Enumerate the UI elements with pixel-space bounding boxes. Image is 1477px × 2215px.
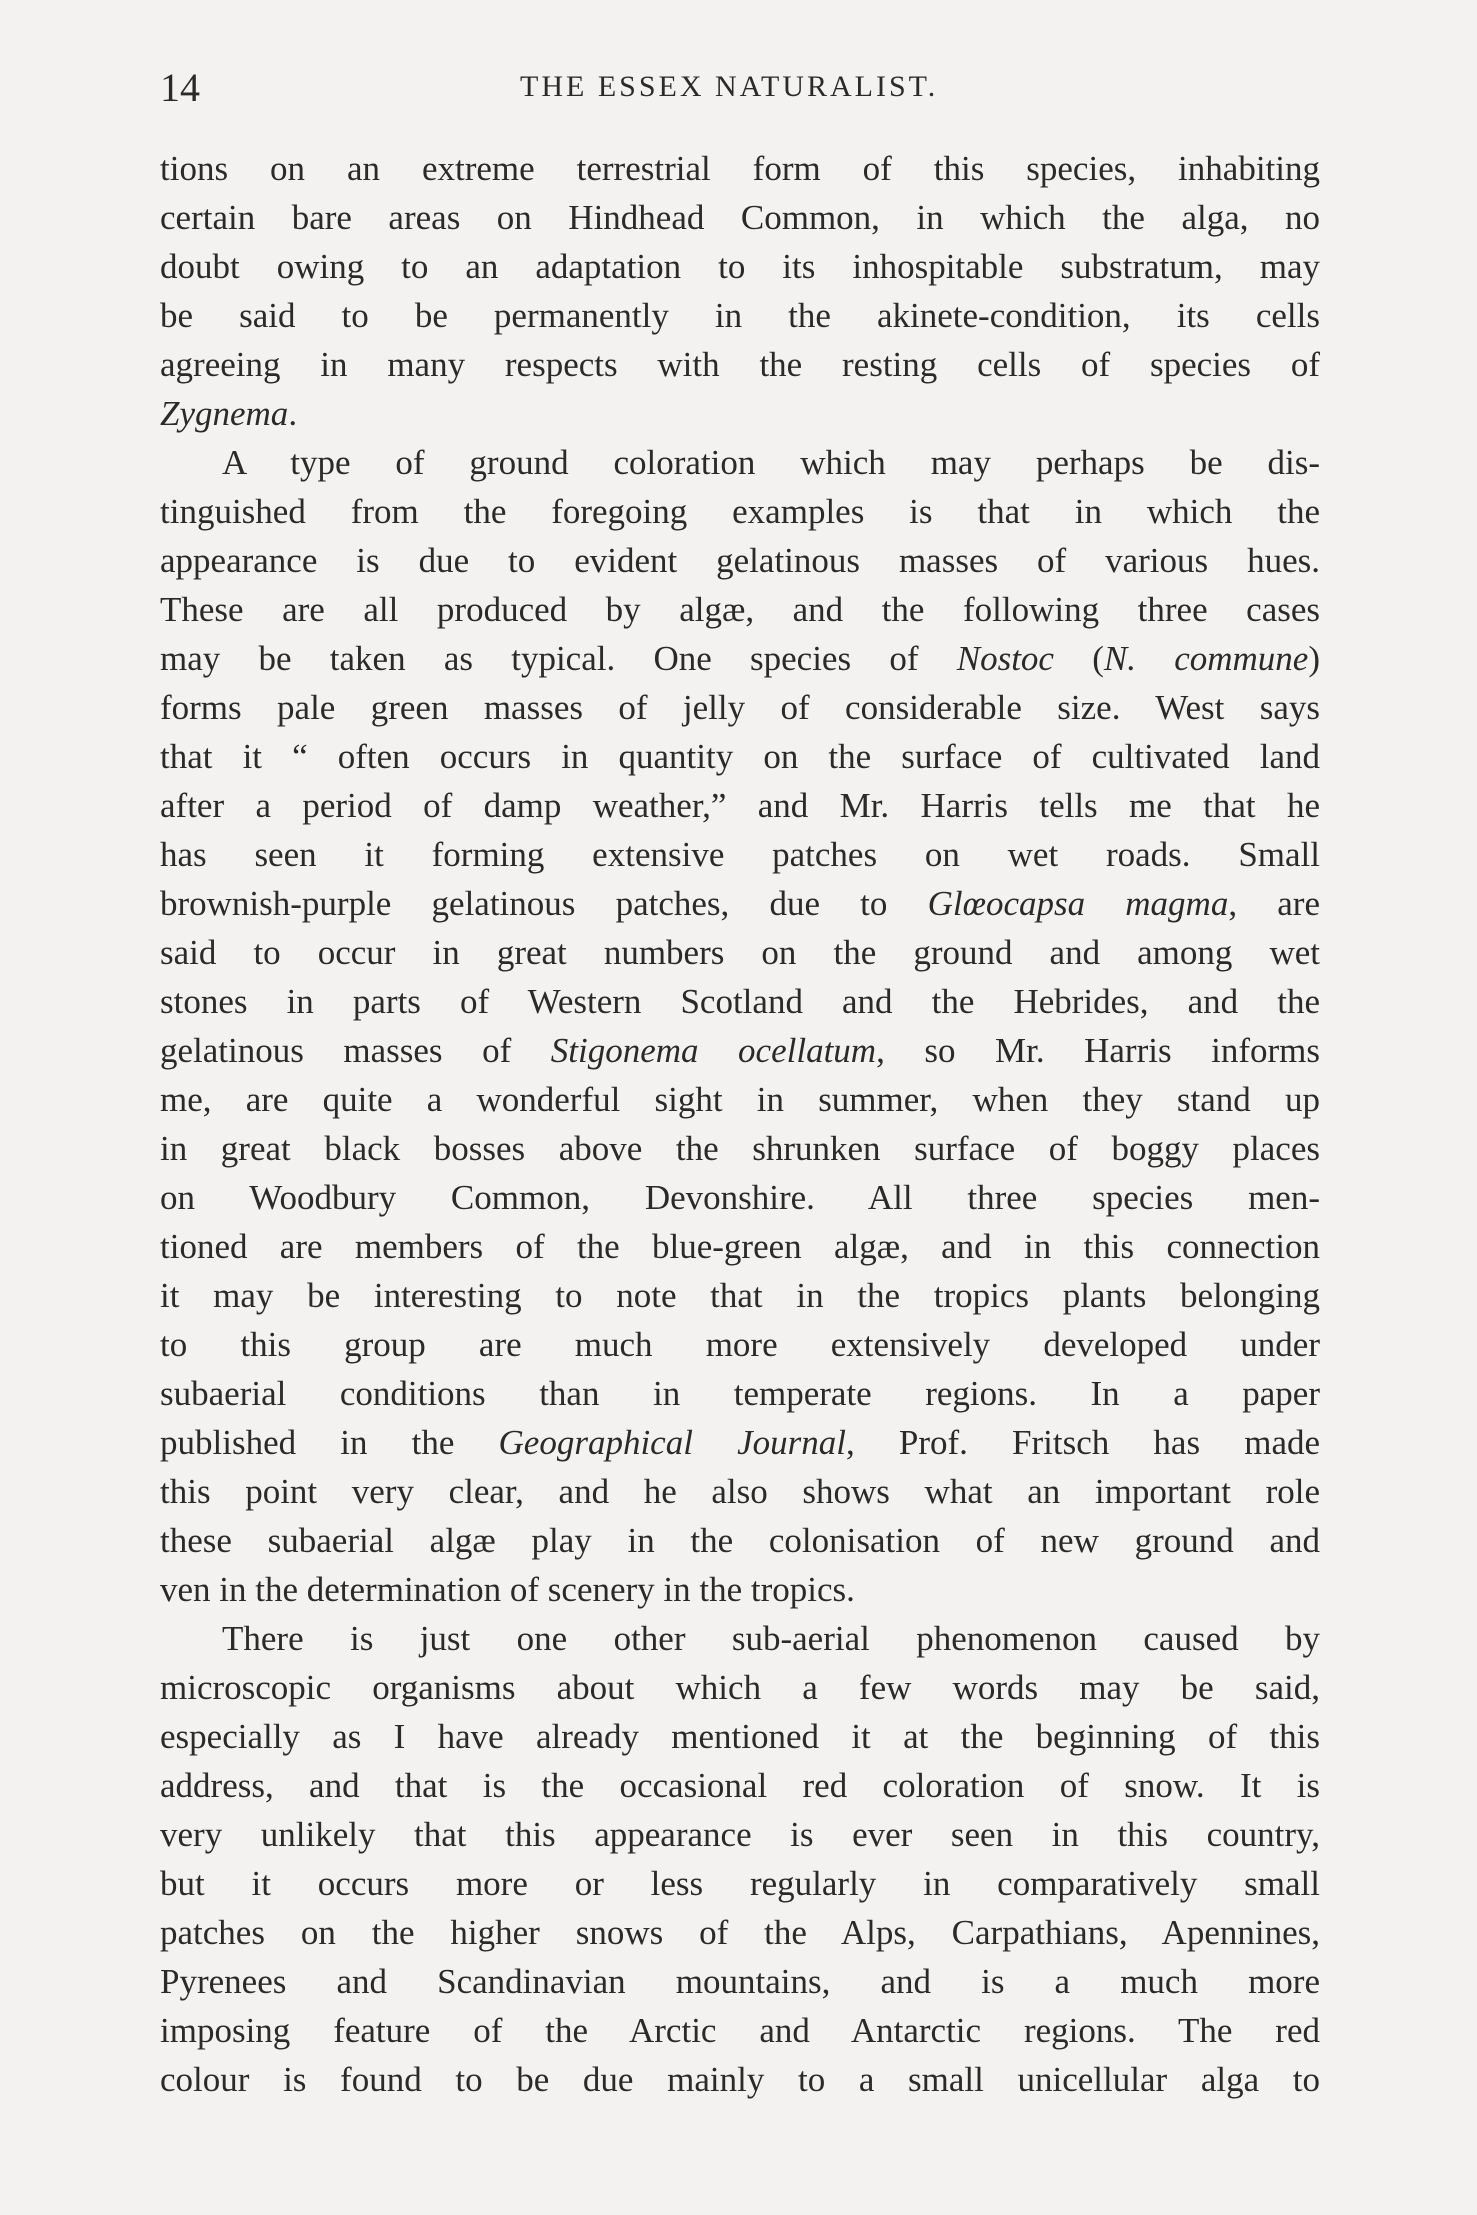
- text-run: it may be interesting to note that in the tropics plants belonging: [160, 1276, 1320, 1315]
- text-run: (: [1053, 639, 1104, 678]
- text-line: [160, 340, 1320, 389]
- text-line: [160, 634, 1320, 683]
- text-run: on Woodbury Common, Devonshire. All three species men-: [160, 1178, 1320, 1217]
- text-run: be said to be permanently in the akinete-condition, its cells: [160, 296, 1320, 335]
- text-run: especially as I have already mentioned it at the beginning of this: [160, 1717, 1320, 1756]
- text-run: these subaerial algæ play in the colonisation of new ground and: [160, 1521, 1320, 1560]
- text-run: agreeing in many respects with the resting cells of species of: [160, 345, 1320, 384]
- text-line: [160, 1467, 1320, 1516]
- text-line: [160, 144, 1320, 193]
- text-run: .: [288, 394, 298, 433]
- text-line: [160, 1516, 1320, 1565]
- text-run: tioned are members of the blue-green algæ, and in this connection: [160, 1227, 1320, 1266]
- text-line: [160, 438, 1320, 487]
- text-line: [160, 683, 1320, 732]
- text-line: [160, 291, 1320, 340]
- text-run: ): [1308, 639, 1320, 678]
- text-run: may be taken as typical. One species of: [160, 639, 957, 678]
- italic-text: Glœocapsa magma: [927, 884, 1229, 923]
- text-line: [160, 1908, 1320, 1957]
- text-run: after a period of damp weather,” and Mr. Harris tells me that he: [160, 786, 1320, 825]
- italic-text: Stigonema ocellatum: [550, 1031, 877, 1070]
- text-line: [160, 2055, 1320, 2104]
- text-run: appearance is due to evident gelatinous masses of various hues.: [160, 541, 1320, 580]
- text-line: [160, 1222, 1320, 1271]
- text-line: [160, 1271, 1320, 1320]
- running-title: THE ESSEX NATURALIST.: [520, 70, 939, 103]
- text-line: [160, 732, 1320, 781]
- text-run: ven in the determination of scenery in the tropics.: [160, 1570, 855, 1609]
- text-line: [160, 1418, 1320, 1467]
- text-line: [160, 389, 1320, 438]
- text-line: [160, 2006, 1320, 2055]
- text-line: [160, 242, 1320, 291]
- text-run: tions on an extreme terrestrial form of this species, inhabiting: [160, 149, 1320, 188]
- text-line: [160, 1124, 1320, 1173]
- text-run: patches on the higher snows of the Alps, Carpathians, Apennines,: [160, 1913, 1320, 1952]
- text-run: brownish-purple gelatinous patches, due to: [160, 884, 928, 923]
- text-line: [160, 536, 1320, 585]
- paragraph: [160, 438, 1320, 1614]
- text-line: [160, 1810, 1320, 1859]
- text-run: published in the: [160, 1423, 499, 1462]
- text-run: A type of ground coloration which may perhaps be dis-: [222, 443, 1320, 482]
- text-line: [160, 193, 1320, 242]
- text-run: tinguished from the foregoing examples is that in which the: [160, 492, 1320, 531]
- text-run: gelatinous masses of: [160, 1031, 551, 1070]
- text-run: but it occurs more or less regularly in comparatively small: [160, 1864, 1320, 1903]
- text-line: [160, 1859, 1320, 1908]
- text-line: [160, 487, 1320, 536]
- text-line: [160, 830, 1320, 879]
- text-run: doubt owing to an adaptation to its inhospitable substratum, may: [160, 247, 1320, 286]
- text-line: [160, 879, 1320, 928]
- text-line: [160, 1614, 1320, 1663]
- text-run: , Prof. Fritsch has made: [845, 1423, 1320, 1462]
- italic-text: Zygnema: [160, 394, 289, 433]
- text-run: colour is found to be due mainly to a small unicellular alga to: [160, 2060, 1320, 2099]
- text-line: [160, 1761, 1320, 1810]
- text-line: [160, 1173, 1320, 1222]
- text-run: very unlikely that this appearance is ever seen in this country,: [160, 1815, 1320, 1854]
- text-run: subaerial conditions than in temperate regions. In a paper: [160, 1374, 1320, 1413]
- text-run: , are: [1228, 884, 1320, 923]
- text-run: These are all produced by algæ, and the following three cases: [160, 590, 1320, 629]
- text-run: microscopic organisms about which a few words may be said,: [160, 1668, 1320, 1707]
- text-run: that it “ often occurs in quantity on the surface of cultivated land: [160, 737, 1320, 776]
- text-line: [160, 1026, 1320, 1075]
- body-text: [160, 144, 1320, 2104]
- text-run: has seen it forming extensive patches on wet roads. Small: [160, 835, 1320, 874]
- text-run: in great black bosses above the shrunken surface of boggy places: [160, 1129, 1320, 1168]
- text-run: , so Mr. Harris informs: [876, 1031, 1320, 1070]
- italic-text: Nostoc: [956, 639, 1054, 678]
- paragraph: [160, 144, 1320, 438]
- text-run: address, and that is the occasional red coloration of snow. It is: [160, 1766, 1320, 1805]
- italic-text: N. commune: [1103, 639, 1309, 678]
- text-line: [160, 977, 1320, 1026]
- text-line: [160, 1957, 1320, 2006]
- text-run: certain bare areas on Hindhead Common, in which the alga, no: [160, 198, 1320, 237]
- text-run: forms pale green masses of jelly of considerable size. West says: [160, 688, 1320, 727]
- text-line: [160, 1075, 1320, 1124]
- text-line: [160, 585, 1320, 634]
- text-line: [160, 1320, 1320, 1369]
- paragraph: [160, 1614, 1320, 2104]
- text-run: this point very clear, and he also shows what an important role: [160, 1472, 1320, 1511]
- italic-text: Geographical Journal: [498, 1423, 846, 1462]
- text-line: [160, 781, 1320, 830]
- text-line: [160, 928, 1320, 977]
- page-header: [160, 64, 1320, 124]
- text-run: Pyrenees and Scandinavian mountains, and is a much more: [160, 1962, 1320, 2001]
- text-run: me, are quite a wonderful sight in summer, when they stand up: [160, 1080, 1320, 1119]
- text-line: [160, 1712, 1320, 1761]
- text-run: said to occur in great numbers on the ground and among wet: [160, 933, 1320, 972]
- page-number: 14: [160, 65, 200, 110]
- text-run: There is just one other sub-aerial phenomenon caused by: [222, 1619, 1320, 1658]
- text-run: to this group are much more extensively developed under: [160, 1325, 1320, 1364]
- text-line: [160, 1565, 1320, 1614]
- text-line: [160, 1369, 1320, 1418]
- text-run: stones in parts of Western Scotland and the Hebrides, and the: [160, 982, 1320, 1021]
- text-line: [160, 1663, 1320, 1712]
- text-run: imposing feature of the Arctic and Antarctic regions. The red: [160, 2011, 1320, 2050]
